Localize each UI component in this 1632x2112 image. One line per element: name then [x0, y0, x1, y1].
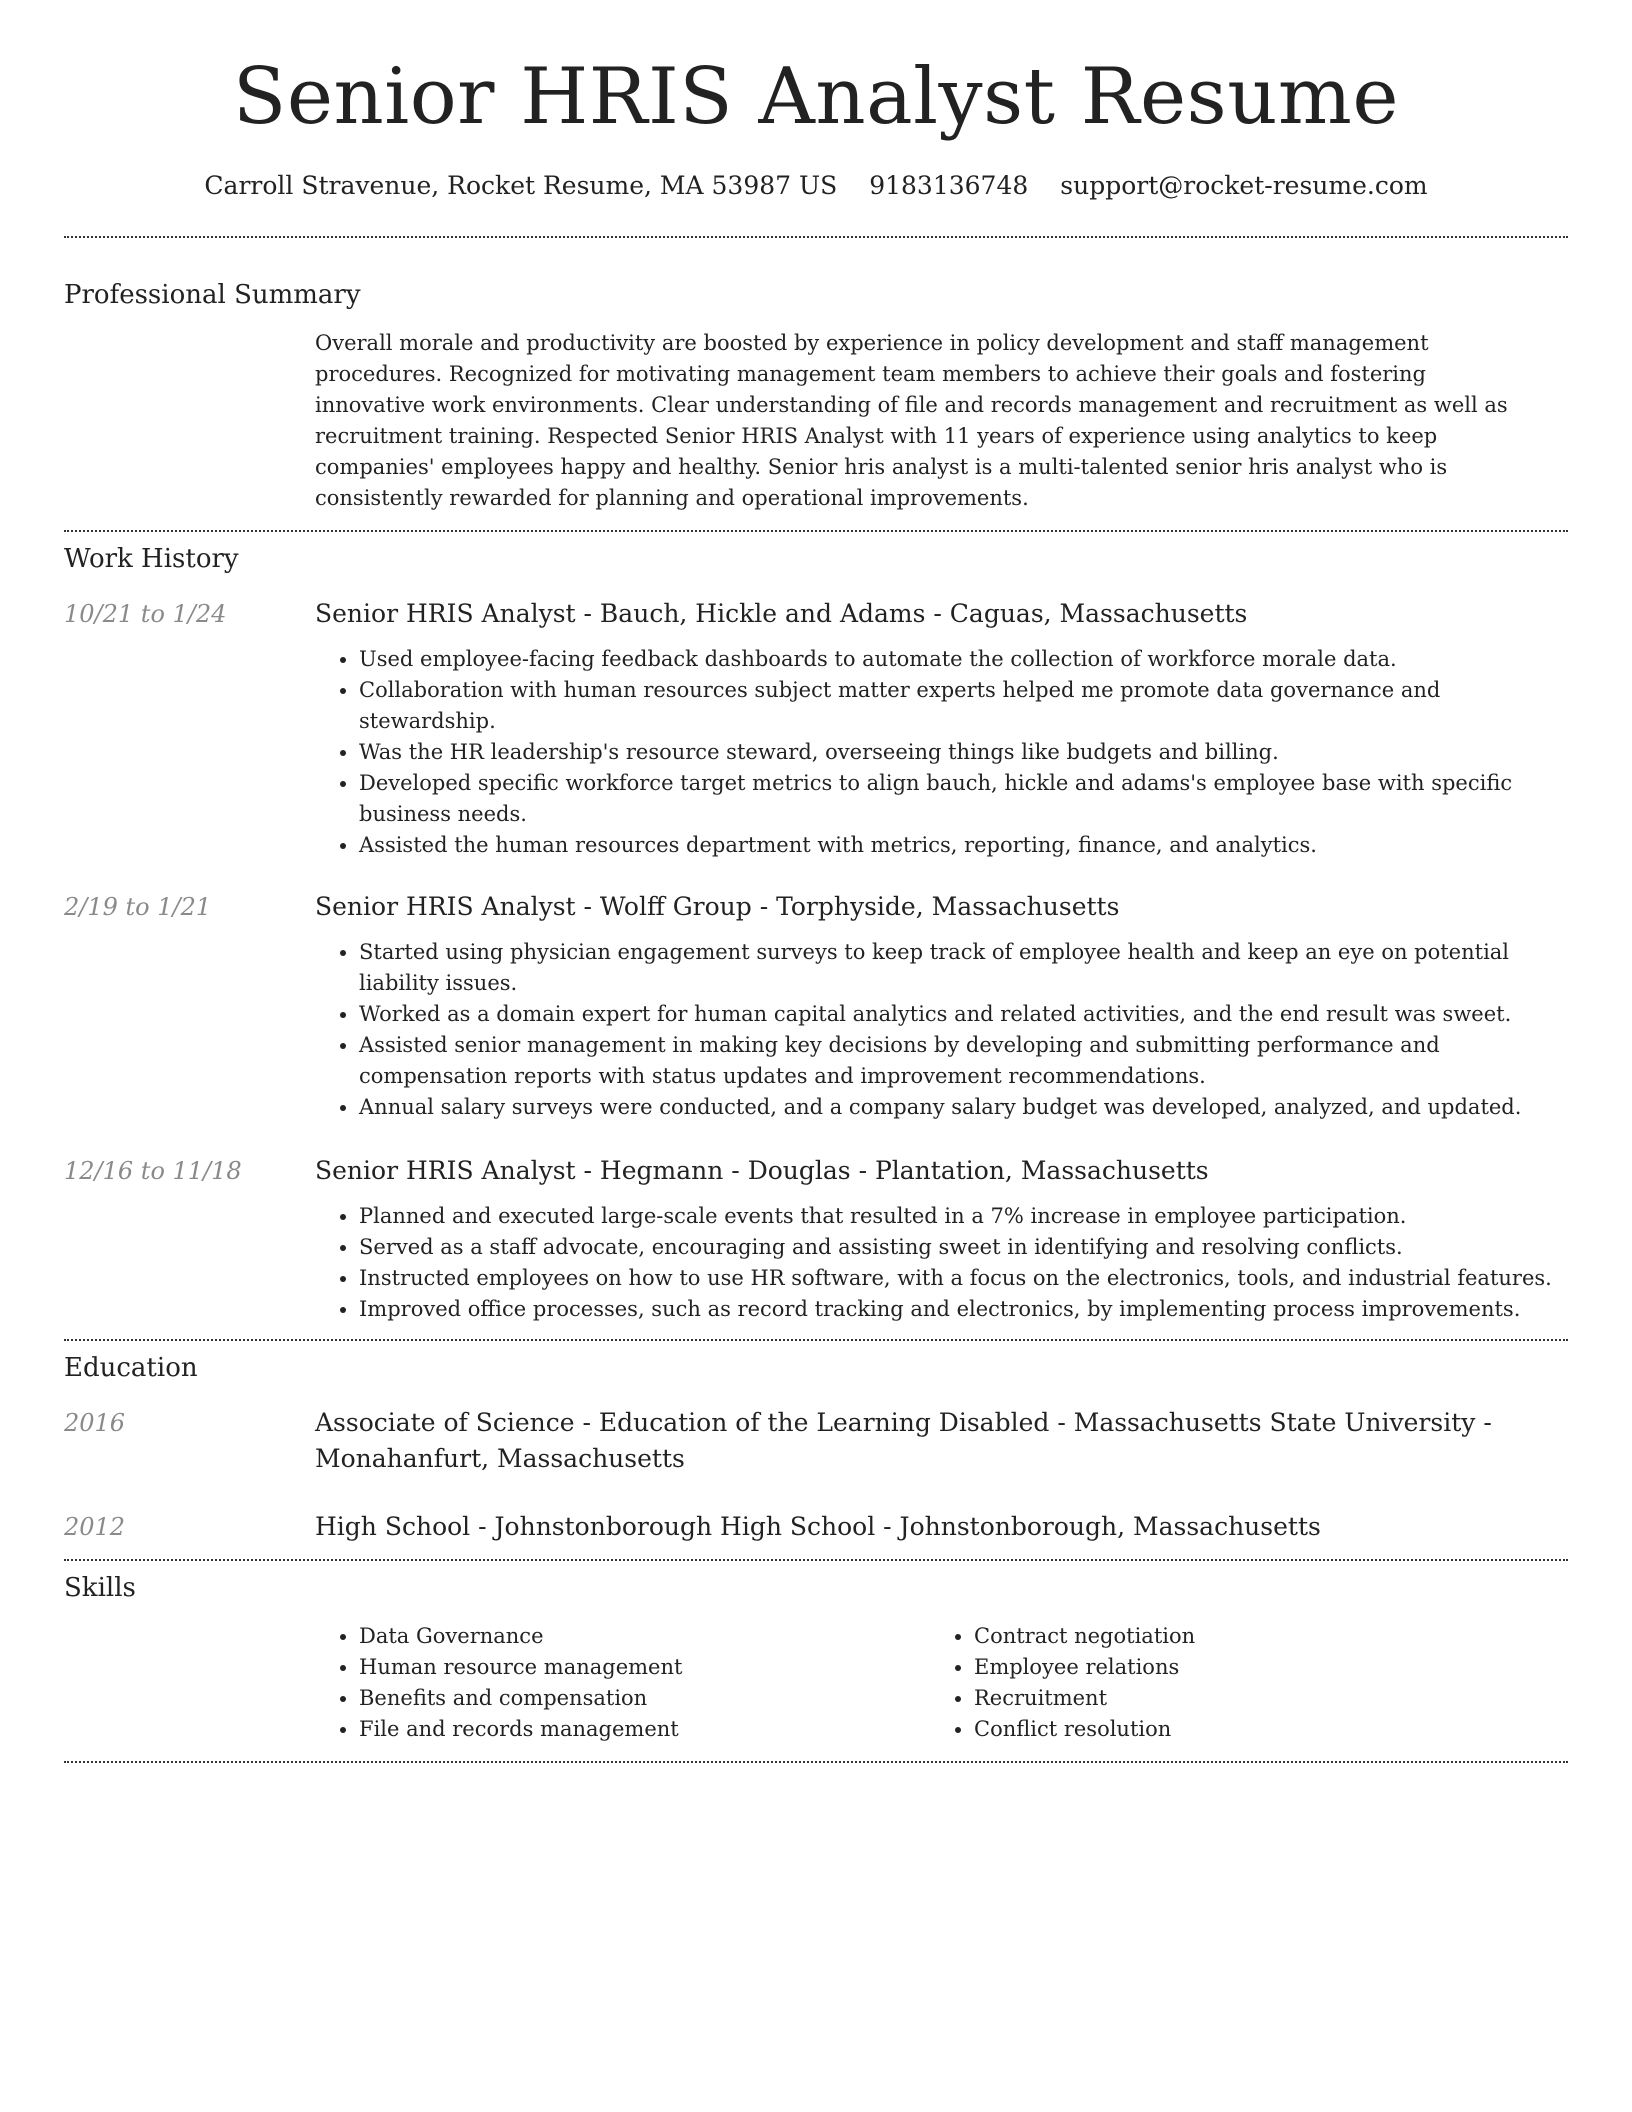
- education-title: Associate of Science - Education of the Learning Disabled - Massachusetts State University - Monahanfurt, Massachusetts: [315, 1407, 1492, 1473]
- education-title: High School - Johnstonborough High School - Johnstonborough, Massachusetts: [315, 1511, 1321, 1541]
- list-item: • Assisted the human resources department with metrics, reporting, finance, and analytics.: [359, 830, 1568, 861]
- education-year: 2016: [64, 1408, 126, 1437]
- contact-line: [64, 171, 1568, 200]
- list-item: • Annual salary surveys were conducted, and a company salary budget was developed, analyzed, and updated.: [359, 1092, 1568, 1123]
- education-section: [64, 1353, 1568, 1545]
- list-item: • Used employee-facing feedback dashboards to automate the collection of workforce morale data.: [359, 644, 1568, 675]
- work-heading: Work History: [64, 543, 239, 574]
- work-section: [64, 544, 1568, 1325]
- list-item: • Conflict resolution: [974, 1714, 1545, 1745]
- job-dates: 10/21 to 1/24: [64, 599, 227, 628]
- list-item: • Improved office processes, such as record tracking and electronics, by implementing process improvements.: [359, 1294, 1568, 1325]
- list-item: • Benefits and compensation: [359, 1683, 930, 1714]
- divider-education: [64, 1559, 1568, 1561]
- list-item: • Instructed employees on how to use HR software, with a focus on the electronics, tools, and industrial features.: [359, 1263, 1568, 1294]
- contact-phone: 9183136748: [869, 170, 1029, 200]
- list-item: • Collaboration with human resources subject matter experts helped me promote data governance and stewardship.: [359, 675, 1568, 737]
- contact-email: support@rocket-resume.com: [1060, 170, 1428, 200]
- job-dates: 2/19 to 1/21: [64, 892, 212, 921]
- skills-column-right: [930, 1621, 1545, 1745]
- job-entry: [64, 889, 1568, 1123]
- education-heading: Education: [64, 1352, 198, 1383]
- job-bullets: [315, 1201, 1568, 1325]
- education-year: 2012: [64, 1512, 126, 1541]
- list-item: • File and records management: [359, 1714, 930, 1745]
- list-item: • Was the HR leadership's resource steward, overseeing things like budgets and billing.: [359, 737, 1568, 768]
- summary-section: [64, 280, 1568, 514]
- education-entry: [64, 1405, 1568, 1477]
- list-item: • Employee relations: [974, 1652, 1545, 1683]
- summary-heading: Professional Summary: [64, 279, 361, 310]
- contact-address: Carroll Stravenue, Rocket Resume, MA 53987 US: [204, 170, 838, 200]
- job-title: Senior HRIS Analyst - Bauch, Hickle and Adams - Caguas, Massachusetts: [315, 598, 1248, 628]
- list-item: • Planned and executed large-scale events that resulted in a 7% increase in employee participation.: [359, 1201, 1568, 1232]
- education-entry: [64, 1509, 1568, 1545]
- divider-skills: [64, 1761, 1568, 1763]
- skills-heading: Skills: [64, 1572, 136, 1603]
- list-item: • Served as a staff advocate, encouraging and assisting sweet in identifying and resolving conflicts.: [359, 1232, 1568, 1263]
- list-item: • Started using physician engagement surveys to keep track of employee health and keep an eye on potential liability issues.: [359, 937, 1568, 999]
- skills-list: [315, 1621, 1568, 1745]
- list-item: • Data Governance: [359, 1621, 930, 1652]
- divider-summary: [64, 530, 1568, 532]
- list-item: • Assisted senior management in making key decisions by developing and submitting performance and compensation reports with status updates and improvement recommendations.: [359, 1030, 1568, 1092]
- list-item: • Recruitment: [974, 1683, 1545, 1714]
- job-entry: [64, 1153, 1568, 1325]
- job-dates: 12/16 to 11/18: [64, 1156, 242, 1185]
- job-title: Senior HRIS Analyst - Wolff Group - Torphyside, Massachusetts: [315, 891, 1120, 921]
- skills-column-left: [315, 1621, 930, 1745]
- list-item: • Human resource management: [359, 1652, 930, 1683]
- job-bullets: [315, 937, 1568, 1123]
- resume-title: Senior HRIS Analyst Resume: [232, 52, 1400, 142]
- skills-section: [64, 1573, 1568, 1745]
- divider-work: [64, 1339, 1568, 1341]
- job-bullets: [315, 644, 1568, 861]
- job-title: Senior HRIS Analyst - Hegmann - Douglas - Plantation, Massachusetts: [315, 1155, 1209, 1185]
- summary-text: Overall morale and productivity are boosted by experience in policy development and staff management procedures. Recognized for motivating management team members to achieve their goals and fostering innovative work environments. Clear understanding of file and records management and recruitment as well as recruitment training. Respected Senior HRIS Analyst with 11 years of experience using analytics to keep companies' employees happy and healthy. Senior hris analyst is a multi-talented senior hris analyst who is consistently rewarded for planning and operational improvements.: [315, 330, 1508, 510]
- job-entry: [64, 596, 1568, 861]
- list-item: • Contract negotiation: [974, 1621, 1545, 1652]
- list-item: • Developed specific workforce target metrics to align bauch, hickle and adams's employee base with specific business needs.: [359, 768, 1568, 830]
- list-item: • Worked as a domain expert for human capital analytics and related activities, and the end result was sweet.: [359, 999, 1568, 1030]
- divider-header: [64, 236, 1568, 238]
